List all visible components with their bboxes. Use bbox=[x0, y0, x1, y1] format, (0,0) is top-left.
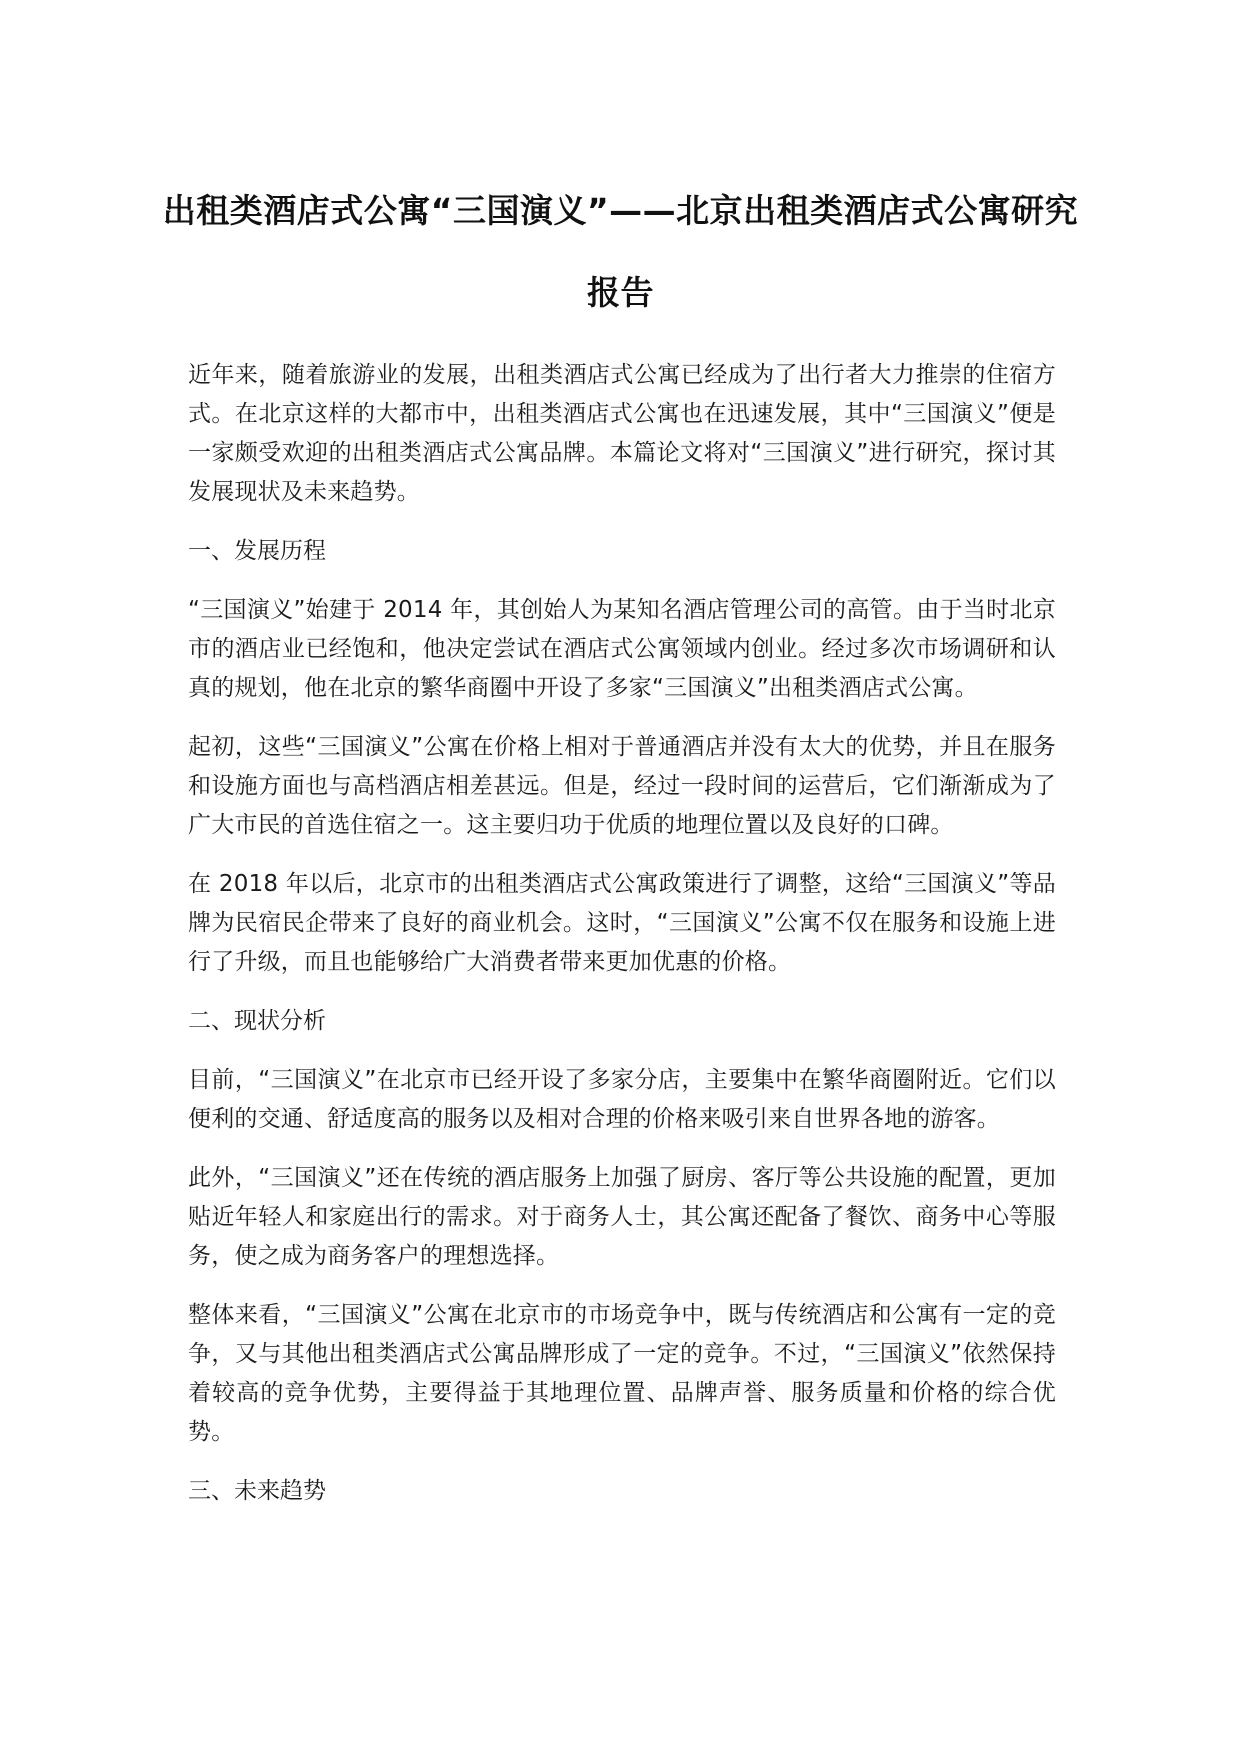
analysis-paragraph-1: 目前，“三国演义”在北京市已经开设了多家分店，主要集中在繁华商圈附近。它们以便利的交通、舒适度高的服务以及相对合理的价格来吸引来自世界各地的游客。 bbox=[188, 1067, 1056, 1132]
document-title: 出租类酒店式公寓“三国演义”——北京出租类酒店式公寓研究报告 bbox=[162, 191, 1079, 312]
history-paragraph-3: 在 2018 年以后，北京市的出租类酒店式公寓政策进行了调整，这给“三国演义”等品牌为民宿民企带来了良好的商业机会。这时，“三国演义”公寓不仅在服务和设施上进行了升级，而且也能够给广大消费者带来更加优惠的价格。 bbox=[188, 871, 1056, 975]
section-heading-future: 三、未来趋势 bbox=[188, 1478, 326, 1504]
analysis-paragraph-3: 整体来看，“三国演义”公寓在北京市的市场竞争中，既与传统酒店和公寓有一定的竞争，又与其他出租类酒店式公寓品牌形成了一定的竞争。不过，“三国演义”依然保持着较高的竞争优势，主要得益于其地理位置、品牌声誉、服务质量和价格的综合优势。 bbox=[188, 1302, 1056, 1445]
document-body bbox=[188, 356, 1056, 1531]
history-paragraph-1: “三国演义”始建于 2014 年，其创始人为某知名酒店管理公司的高管。由于当时北京市的酒店业已经饱和，他决定尝试在酒店式公寓领域内创业。经过多次市场调研和认真的规划，他在北京的繁华商圈中开设了多家“三国演义”出租类酒店式公寓。 bbox=[188, 597, 1056, 701]
section-heading-analysis: 二、现状分析 bbox=[188, 1008, 326, 1034]
intro-paragraph: 近年来，随着旅游业的发展，出租类酒店式公寓已经成为了出行者大力推崇的住宿方式。在北京这样的大都市中，出租类酒店式公寓也在迅速发展，其中“三国演义”便是一家颇受欢迎的出租类酒店式公寓品牌。本篇论文将对“三国演义”进行研究，探讨其发展现状及未来趋势。 bbox=[188, 362, 1056, 505]
section-heading-history: 一、发展历程 bbox=[188, 538, 326, 564]
analysis-paragraph-2: 此外，“三国演义”还在传统的酒店服务上加强了厨房、客厅等公共设施的配置，更加贴近年轻人和家庭出行的需求。对于商务人士，其公寓还配备了餐饮、商务中心等服务，使之成为商务客户的理想选择。 bbox=[188, 1165, 1056, 1269]
history-paragraph-2: 起初，这些“三国演义”公寓在价格上相对于普通酒店并没有太大的优势，并且在服务和设施方面也与高档酒店相差甚远。但是，经过一段时间的运营后，它们渐渐成为了广大市民的首选住宿之一。这主要归功于优质的地理位置以及良好的口碑。 bbox=[188, 734, 1056, 838]
